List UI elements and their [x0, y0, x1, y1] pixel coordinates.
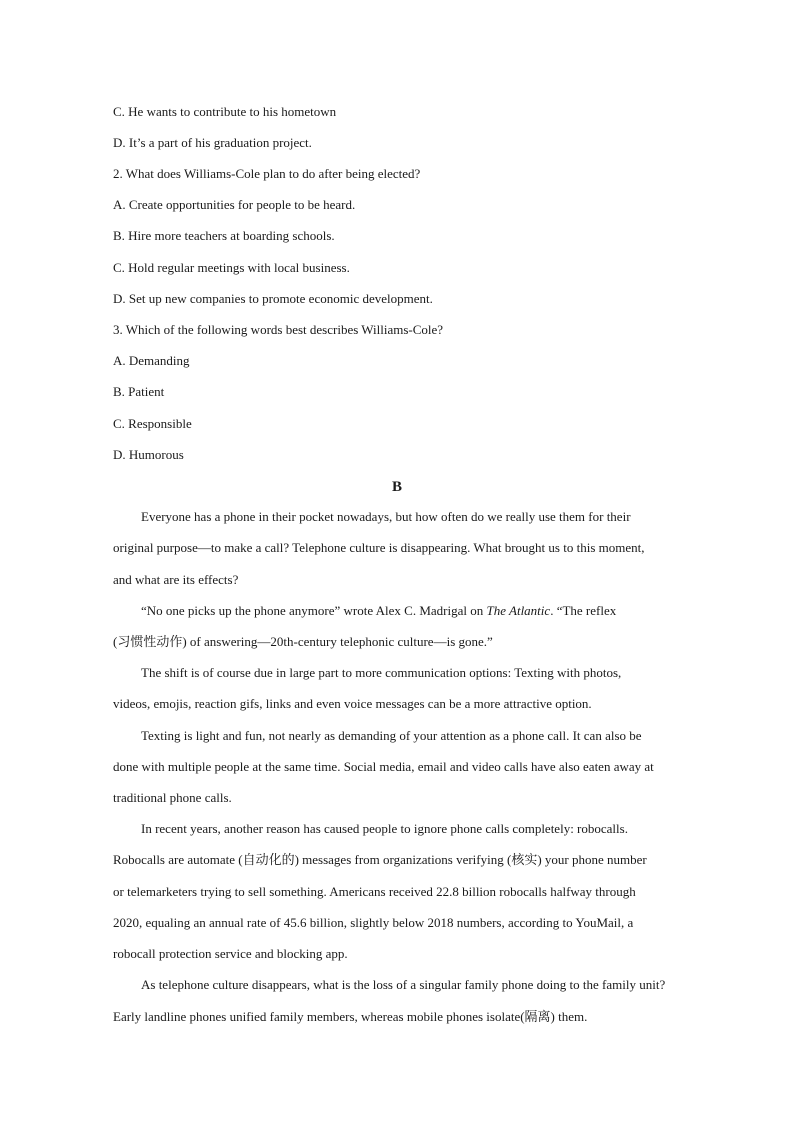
q2-option-c: C. Hold regular meetings with local business.	[113, 260, 350, 275]
paragraph-line: robocall protection service and blocking app.	[113, 946, 348, 961]
q3-option-c: C. Responsible	[113, 416, 192, 431]
q2-option-d: D. Set up new companies to promote economic development.	[113, 291, 433, 306]
quote-text: “No one picks up the phone anymore” wrote Alex C. Madrigal on	[141, 603, 487, 618]
q2-option-b: B. Hire more teachers at boarding schools.	[113, 228, 335, 243]
q3-option-d: D. Humorous	[113, 447, 184, 462]
q1-option-d: D. It’s a part of his graduation project.	[113, 135, 312, 150]
section-title: B	[391, 479, 402, 495]
quote-text: . “The reflex	[550, 603, 617, 618]
paragraph-line: and what are its effects?	[113, 572, 239, 587]
q3-option-a: A. Demanding	[113, 353, 190, 368]
paragraph-line	[141, 603, 707, 619]
paragraph-line: videos, emojis, reaction gifs, links and even voice messages can be a more attractive option.	[113, 696, 592, 711]
paragraph-line: Everyone has a phone in their pocket nowadays, but how often do we really use them for their	[141, 509, 631, 524]
paragraph-line: done with multiple people at the same time. Social media, email and video calls have also eaten away at	[113, 759, 654, 774]
q1-option-c: C. He wants to contribute to his hometown	[113, 104, 337, 119]
paragraph-line: Texting is light and fun, not nearly as demanding of your attention as a phone call. It can also be	[141, 728, 642, 743]
q2-option-a: A. Create opportunities for people to be heard.	[113, 197, 356, 212]
q3-option-b: B. Patient	[113, 384, 165, 399]
q3-stem: 3. Which of the following words best describes Williams-Cole?	[113, 322, 444, 337]
paragraph-line: In recent years, another reason has caused people to ignore phone calls completely: robocalls.	[141, 821, 628, 836]
paragraph-line: Early landline phones unified family members, whereas mobile phones isolate(隔离) them.	[113, 1009, 588, 1024]
publication-name: The Atlantic	[486, 603, 551, 618]
paragraph-line: Robocalls are automate (自动化的) messages from organizations verifying (核实) your phone number	[113, 852, 647, 867]
paragraph-line: The shift is of course due in large part to more communication options: Texting with photos,	[141, 665, 622, 680]
paragraph-line: (习惯性动作) of answering—20th-century telephonic culture—is gone.”	[113, 634, 493, 649]
q2-stem: 2. What does Williams-Cole plan to do after being elected?	[113, 166, 421, 181]
paragraph-line: or telemarketers trying to sell something. Americans received 22.8 billion robocalls halfway through	[113, 884, 636, 899]
paragraph-line: As telephone culture disappears, what is the loss of a singular family phone doing to the family unit?	[141, 977, 666, 992]
paragraph-line: traditional phone calls.	[113, 790, 232, 805]
paragraph-line: 2020, equaling an annual rate of 45.6 billion, slightly below 2018 numbers, according to YouMail, a	[113, 915, 634, 930]
paragraph-line: original purpose—to make a call? Telephone culture is disappearing. What brought us to this moment,	[113, 540, 645, 555]
